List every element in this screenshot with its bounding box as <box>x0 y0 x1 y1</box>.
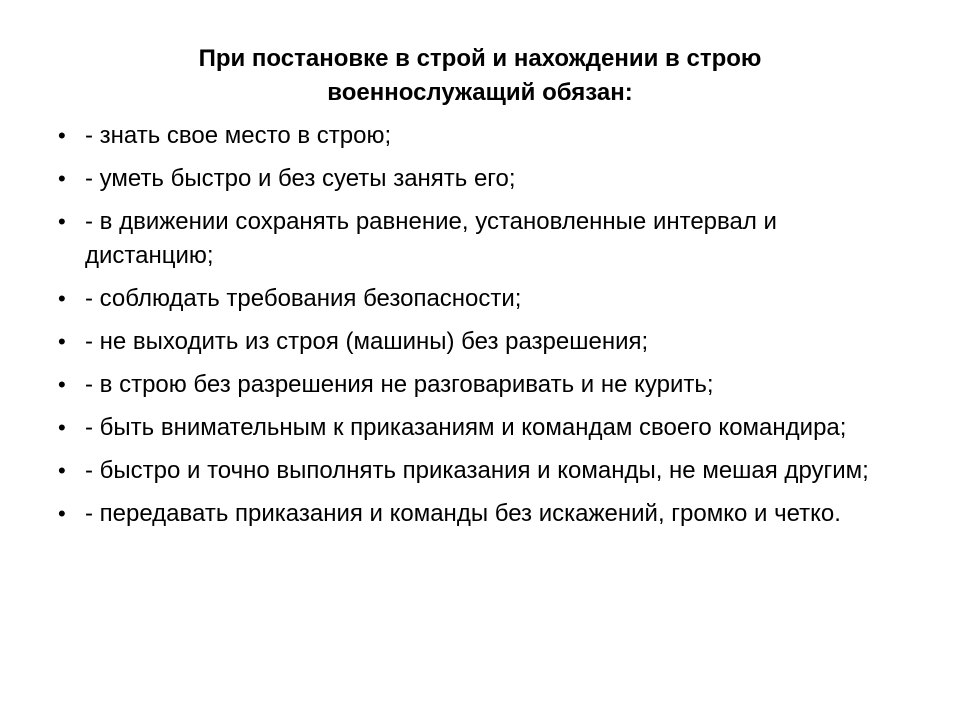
bullet-marker: • <box>58 209 66 234</box>
bullet-text: - быть внимательным к приказаниям и командам своего командира; <box>85 414 847 441</box>
bullet-marker: • <box>58 415 66 440</box>
bullet-text: - передавать приказания и команды без искажений, громко и четко. <box>85 500 841 527</box>
bullet-item <box>58 119 908 153</box>
bullet-marker: • <box>58 329 66 354</box>
bullet-item <box>58 454 908 488</box>
bullet-item <box>58 497 908 531</box>
slide-title-line-1: При постановке в строй и нахождении в строю <box>198 45 762 72</box>
bullet-text: - соблюдать требования безопасности; <box>85 285 522 312</box>
bullet-marker: • <box>58 458 66 483</box>
bullet-item <box>58 282 908 316</box>
bullet-text: - в движении сохранять равнение, установленные интервал и дистанцию; <box>85 208 777 269</box>
slide-title <box>130 42 830 110</box>
bullet-item <box>58 411 908 445</box>
bullet-marker: • <box>58 286 66 311</box>
bullet-text: - в строю без разрешения не разговаривать и не курить; <box>85 371 714 398</box>
bullet-marker: • <box>58 501 66 526</box>
bullet-marker: • <box>58 166 66 191</box>
bullet-item <box>58 205 908 273</box>
bullet-text: - знать свое место в строю; <box>85 122 392 149</box>
bullet-marker: • <box>58 372 66 397</box>
bullet-text: - уметь быстро и без суеты занять его; <box>85 165 516 192</box>
bullet-marker: • <box>58 123 66 148</box>
bullet-text: - не выходить из строя (машины) без разрешения; <box>85 328 649 355</box>
bullet-item <box>58 368 908 402</box>
slide-title-line-2: военнослужащий обязан: <box>327 79 633 106</box>
bullet-list <box>58 119 908 540</box>
bullet-item <box>58 325 908 359</box>
bullet-text: - быстро и точно выполнять приказания и команды, не мешая другим; <box>85 457 869 484</box>
bullet-item <box>58 162 908 196</box>
